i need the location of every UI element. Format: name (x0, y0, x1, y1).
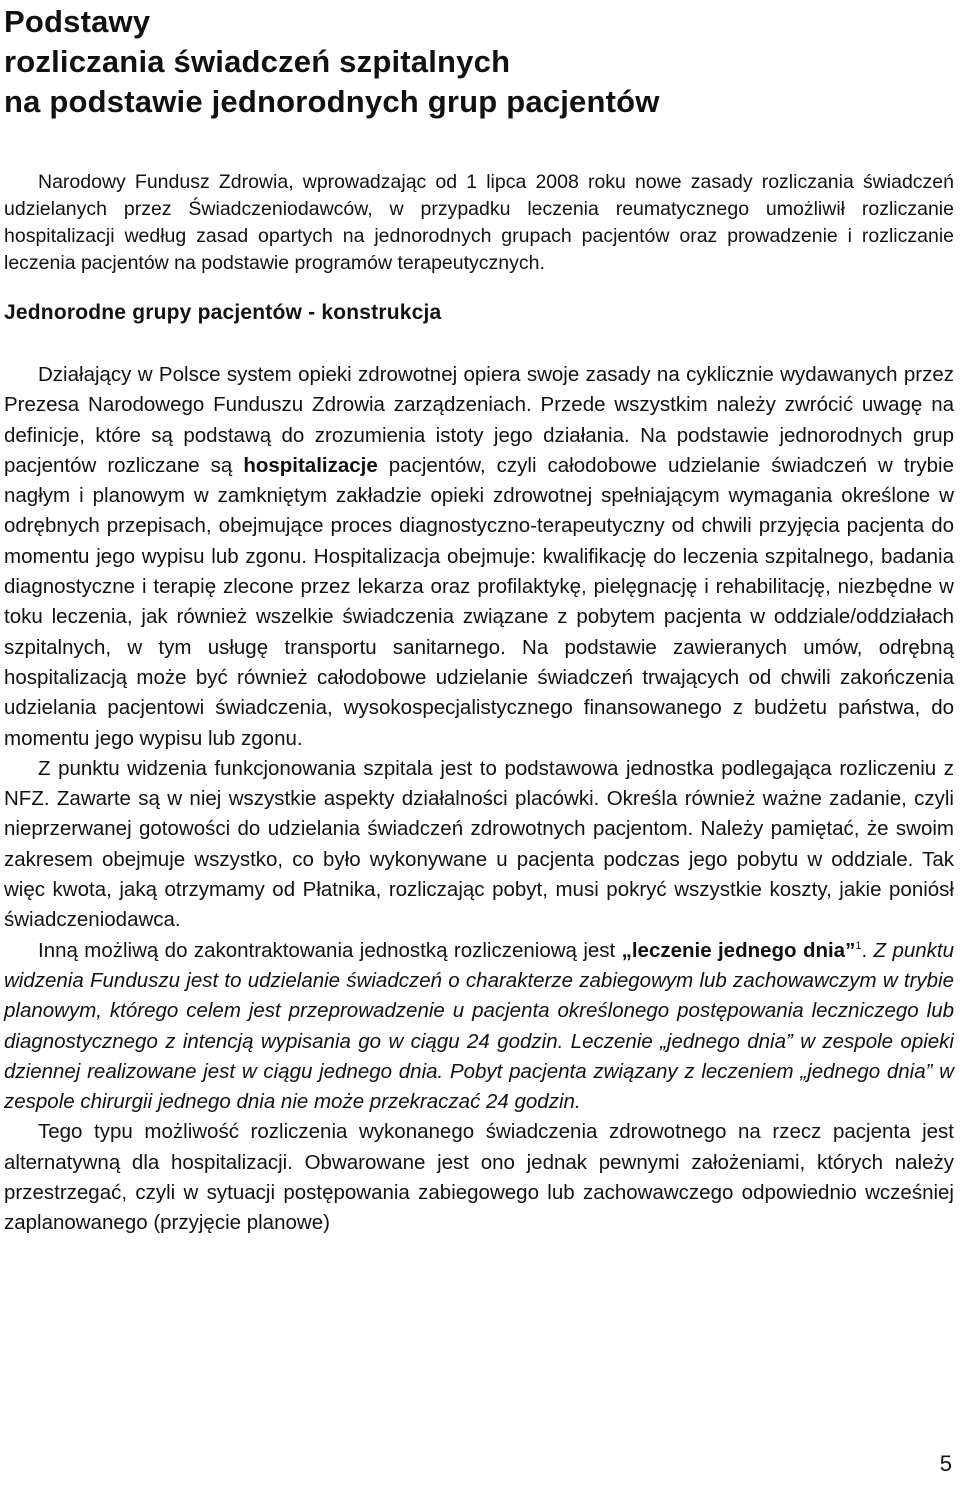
bold-term: „leczenie jednego dnia” (621, 938, 856, 962)
paragraph-text: pacjentów, czyli całodobowe udzielanie świadczeń w trybie nagłym i planowym w zamkniętym zakładzie opieki zdrowotnej spełniającym wymagania określone w odrębnych przepisach, obejmujące proces diagnostyczno-terapeutyczny od chwili przyjęcia pacjenta do momentu jego wypisu lub zgonu. Hospitalizacja obejmuje: kwalifikację do leczenia szpitalnego, badania diagnostyczne i terapię zlecone przez lekarza oraz profilaktykę, pielęgnację i rehabilitację, niezbędne w toku leczenia, jak również wszelkie świadczenia związane z pobytem pacjenta w oddziale/oddziałach szpitalnych, w tym usługę transportu sanitarnego. Na podstawie zawieranych umów, odrębną hospitalizacją może być również całodobowe udzielanie świadczeń trwających od chwili zakończenia udzielania pacjentowi świadczenia, wysokospecjalistycznego finansowanego z budżetu państwa, do momentu jego wypisu lub zgonu. (4, 453, 954, 750)
title-line: Podstawy (4, 4, 151, 39)
page-number: 5 (939, 1451, 952, 1476)
title-line: na podstawie jednorodnych grup pacjentów (4, 84, 660, 119)
body-paragraph (4, 936, 954, 1118)
bold-term: hospitalizacje (243, 453, 378, 477)
body-paragraph: Tego typu możliwość rozliczenia wykonanego świadczenia zdrowotnego na rzecz pacjenta jest alternatywną dla hospitalizacji. Obwarowane jest ono jednak pewnymi założeniami, których należy przestrzegać, czyli w sytuacji postępowania zabiegowego lub zachowawczego odpowiednio wcześniej zaplanowanego (przyjęcie planowe) (4, 1120, 954, 1235)
section-heading: Jednorodne grupy pacjentów - konstrukcja (4, 301, 442, 324)
italic-definition: Z punktu widzenia Funduszu jest to udzielanie świadczeń o charakterze zabiegowym lub zachowawczym w trybie planowym, którego celem jest przeprowadzenie u pacjenta określonego postępowania leczniczego lub diagnostycznego z intencją wypisania go w ciągu 24 godzin. Leczenie „jednego dnia” w zespole opieki dziennej realizowane jest w ciągu jednego dnia. Pobyt pacjenta związany z leczeniem „jednego dnia” w zespole chirurgii jednego dnia nie może przekraczać 24 godzin. (4, 938, 954, 1114)
body-paragraph (4, 360, 954, 754)
footnote-marker: 1 (855, 939, 862, 952)
paragraph-text: . (861, 938, 874, 962)
intro-paragraph: Narodowy Fundusz Zdrowia, wprowadzając od 1 lipca 2008 roku nowe zasady rozliczania świadczeń udzielanych przez Świadczeniodawców, w przypadku leczenia reumatycznego umożliwił rozliczanie hospitalizacji według zasad opartych na jednorodnych grupach pacjentów oraz prowadzenie i rozliczanie leczenia pacjentów na podstawie programów terapeutycznych. (4, 171, 954, 274)
paragraph-text: Inną możliwą do zakontraktowania jednostką rozliczeniową jest (38, 938, 622, 962)
document-title (4, 0, 954, 122)
paragraph-text: Działający w Polsce system opieki zdrowotnej opiera swoje zasady na cyklicznie wydawanych przez Prezesa Narodowego Funduszu Zdrowia zarządzeniach. Przede wszystkim należy zwrócić uwagę na definicje, które są podstawą do zrozumienia istoty jego działania. Na podstawie jednorodnych grup pacjentów rozliczane są (4, 363, 954, 477)
body-paragraph: Z punktu widzenia funkcjonowania szpitala jest to podstawowa jednostka podlegająca rozliczeniu z NFZ. Zawarte są w niej wszystkie aspekty działalności placówki. Określa również ważne zadanie, czyli nieprzerwanej gotowości do udzielania świadczeń zdrowotnych pacjentom. Należy pamiętać, że swoim zakresem obejmuje wszystko, co było wykonywane u pacjenta podczas jego pobytu w oddziale. Tak więc kwota, jaką otrzymamy od Płatnika, rozliczając pobyt, musi pokryć wszystkie koszty, jakie poniósł świadczeniodawca. (4, 756, 954, 932)
title-line: rozliczania świadczeń szpitalnych (4, 44, 511, 79)
document-page (4, 0, 954, 1239)
